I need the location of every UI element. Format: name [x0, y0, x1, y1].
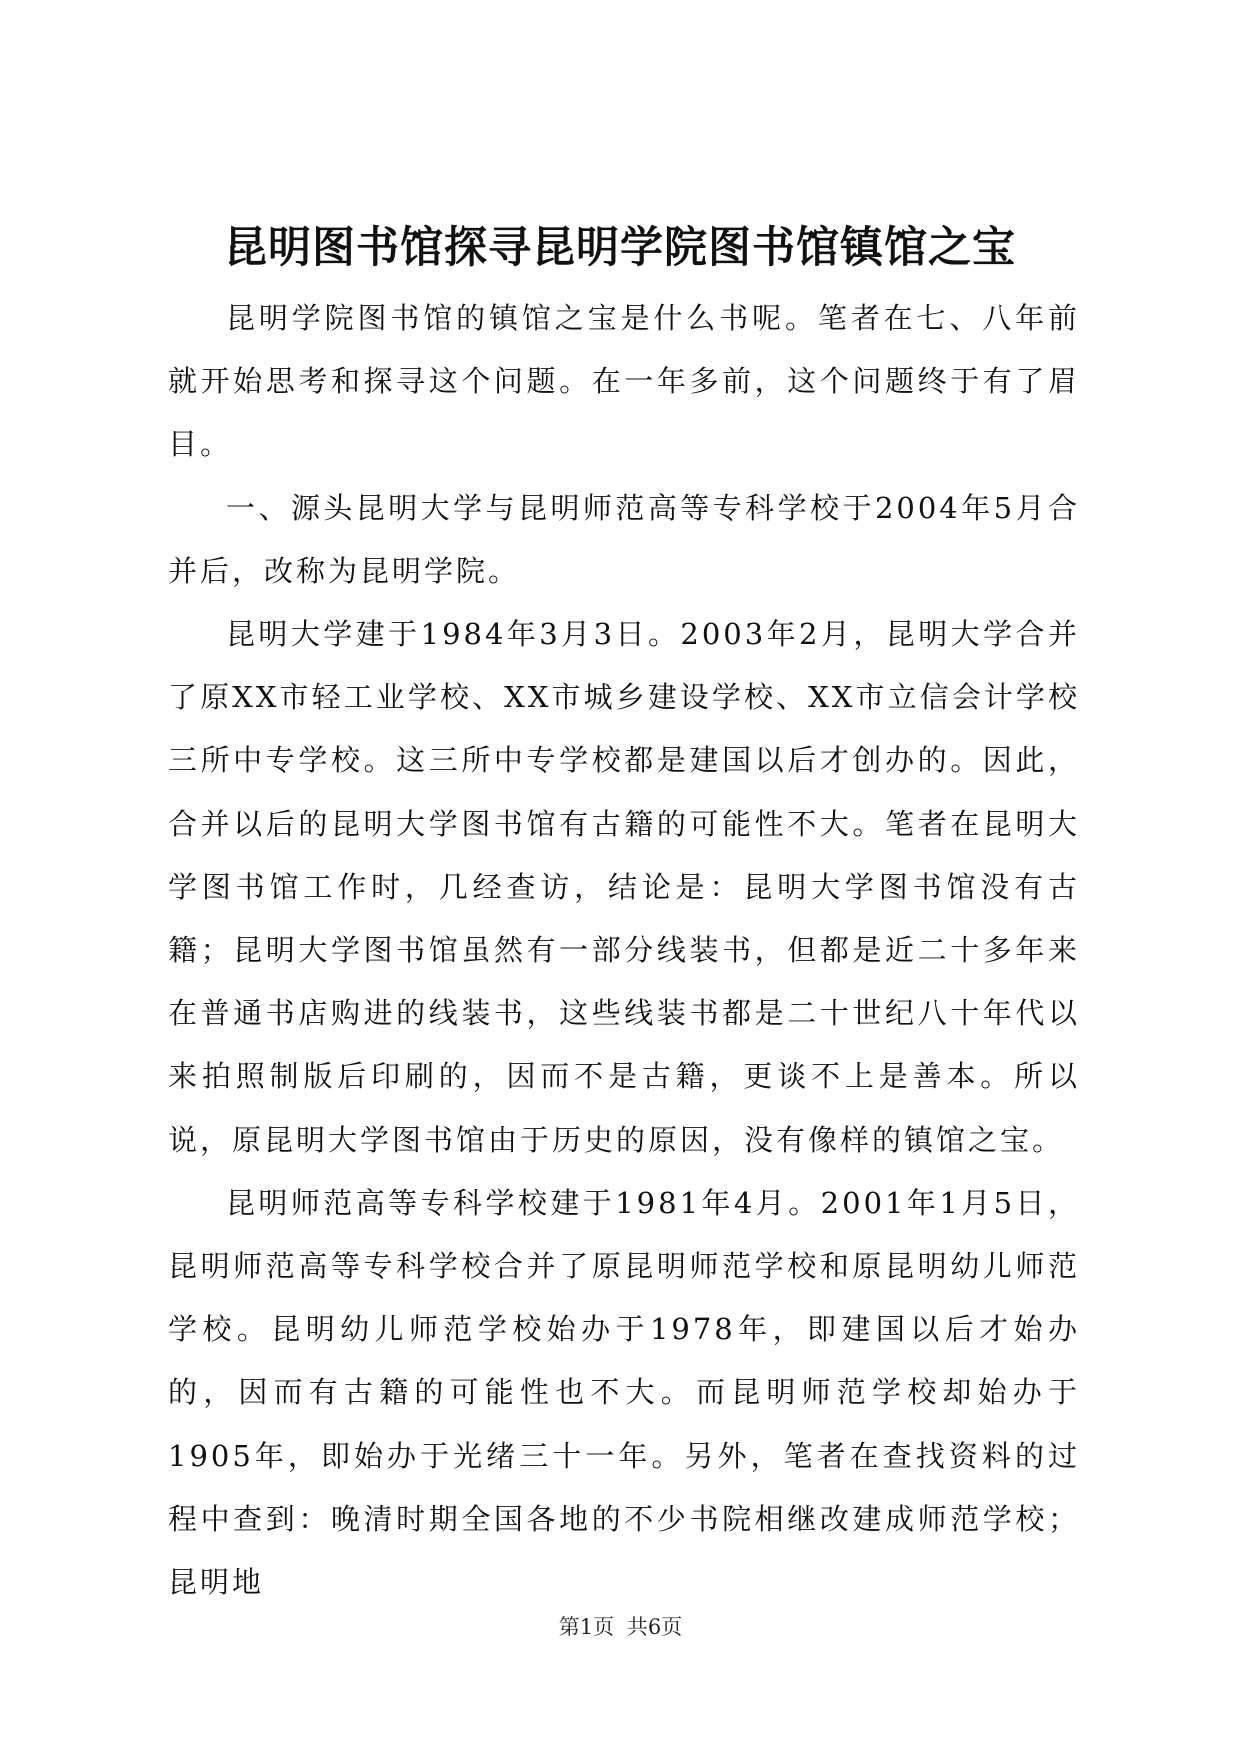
paragraph-2: 一、源头昆明大学与昆明师范高等专科学校于2004年5月合并后，改称为昆明学院。	[168, 490, 1080, 588]
paragraph-3: 昆明大学建于1984年3月3日。2003年2月，昆明大学合并了原XX市轻工业学校、XX市城乡建设学校、XX市立信会计学校三所中专学校。这三所中专学校都是建国以后才创办的。因此，合并以后的昆明大学图书馆有古籍的可能性不大。笔者在昆明大学图书馆工作时，几经查访，结论是：昆明大学图书馆没有古籍；昆明大学图书馆虽然有一部分线装书，但都是近二十多年来在普通书店购进的线装书，这些线装书都是二十世纪八十年代以来拍照制版后印刷的，因而不是古籍，更谈不上是善本。所以说，原昆明大学图书馆由于历史的原因，没有像样的镇馆之宝。	[168, 617, 1080, 1157]
document-title: 昆明图书馆探寻昆明学院图书馆镇馆之宝	[224, 223, 1016, 273]
page-number: 第1页	[558, 1615, 615, 1639]
paragraph-4: 昆明师范高等专科学校建于1981年4月。2001年1月5日，昆明师范高等专科学校合并了原昆明师范学校和原昆明幼儿师范学校。昆明幼儿师范学校始办于1978年，即建国以后才始办的，因而有古籍的可能性也不大。而昆明师范学校却始办于1905年，即始办于光绪三十一年。另外，笔者在查找资料的过程中查到：晚清时期全国各地的不少书院相继改建成师范学校；昆明地	[168, 1185, 1080, 1600]
page-footer	[0, 1612, 1241, 1642]
page-total: 共6页	[626, 1615, 683, 1639]
document-body	[168, 287, 1080, 1614]
paragraph-1: 昆明学院图书馆的镇馆之宝是什么书呢。笔者在七、八年前就开始思考和探寻这个问题。在一年多前，这个问题终于有了眉目。	[168, 301, 1080, 462]
